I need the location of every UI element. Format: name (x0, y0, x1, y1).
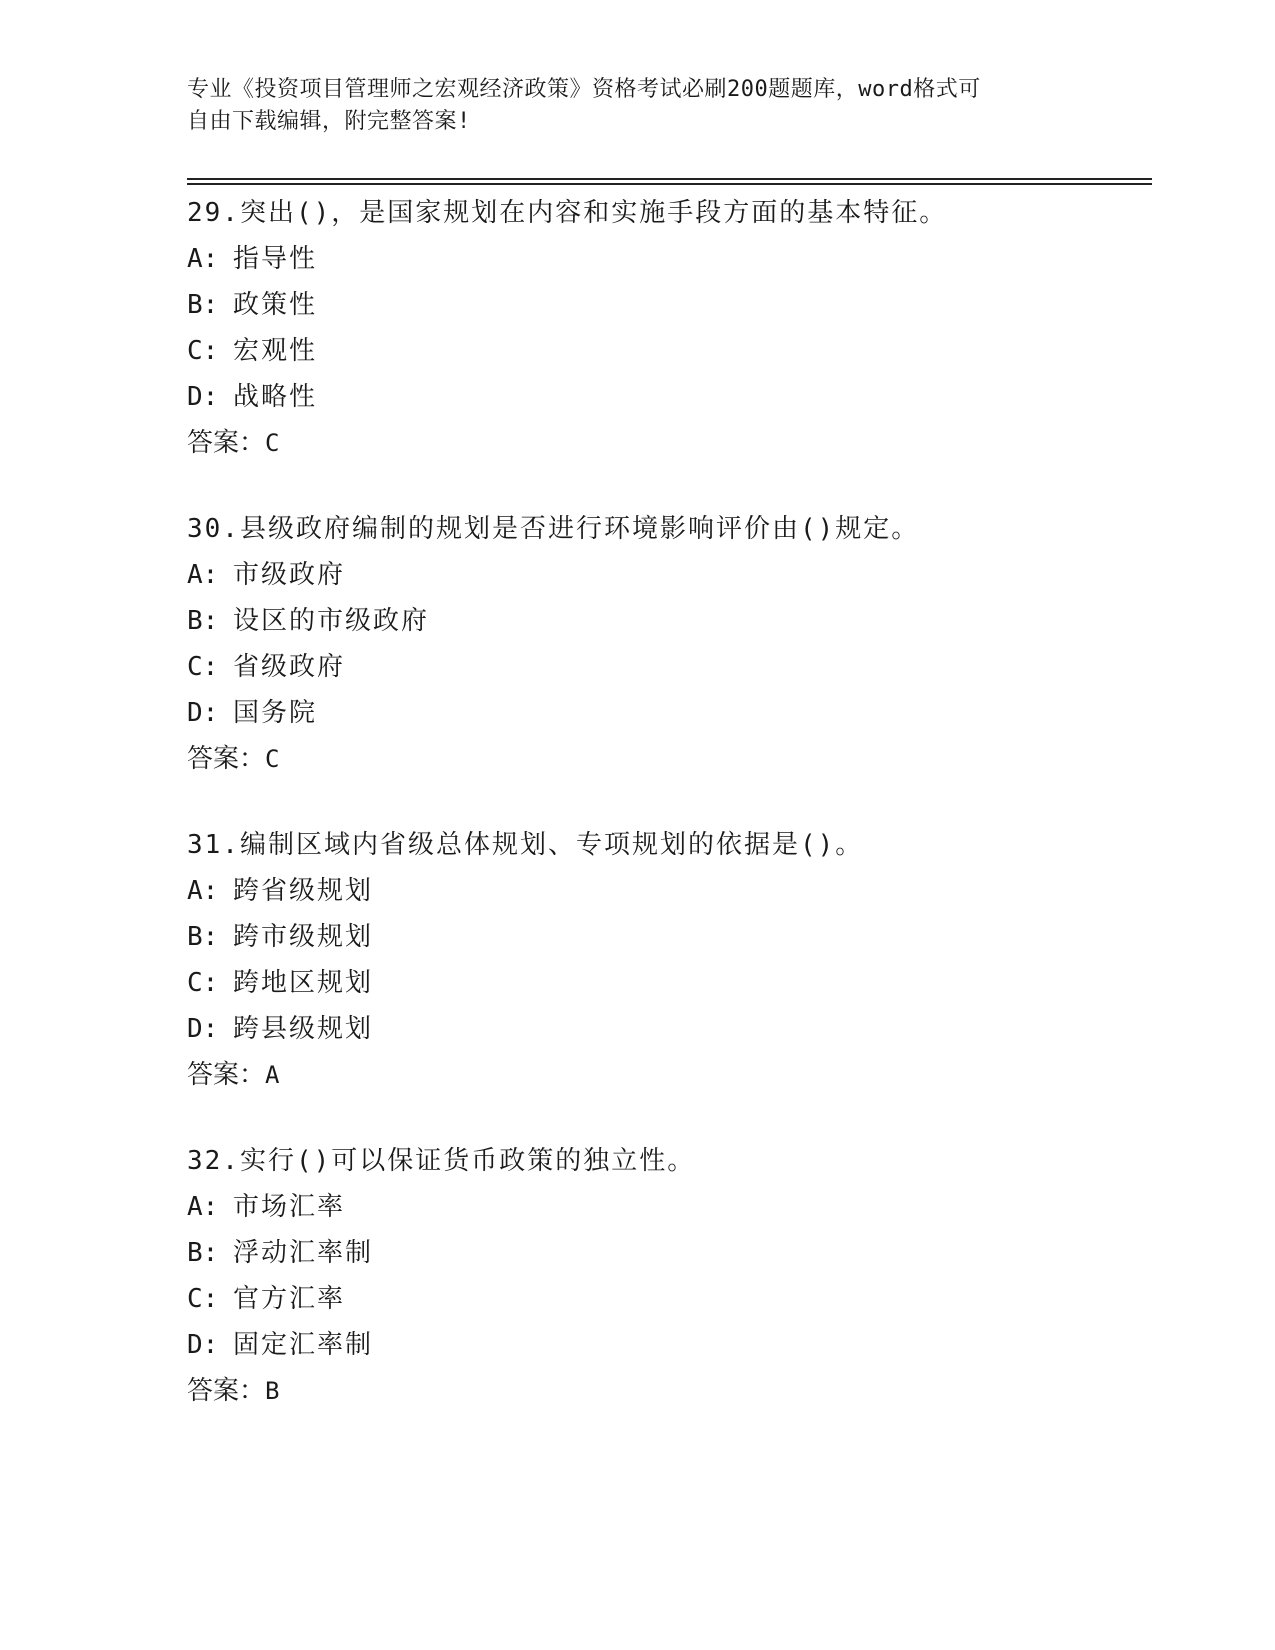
answer-label: 答案： (187, 1376, 266, 1406)
option-key: A: (187, 876, 219, 906)
option-key: C: (187, 968, 219, 998)
header-line-2: 自由下载编辑，附完整答案! (187, 109, 471, 134)
header-rule-bottom (187, 183, 1152, 185)
header-line-1: 专业《投资项目管理师之宏观经济政策》资格考试必刷200题题库，word格式可 (187, 77, 981, 102)
option-text: 国务院 (233, 698, 318, 728)
option-d (187, 690, 1147, 736)
question-30 (187, 506, 1147, 782)
option-a (187, 552, 1147, 598)
option-text: 指导性 (233, 244, 318, 274)
option-text: 宏观性 (233, 336, 318, 366)
option-key: D: (187, 382, 219, 412)
answer-label: 答案： (187, 428, 266, 458)
answer-value: A (265, 1061, 280, 1089)
option-key: C: (187, 652, 219, 682)
option-key: C: (187, 1284, 219, 1314)
option-c (187, 644, 1147, 690)
option-a (187, 1184, 1147, 1230)
option-key: A: (187, 560, 219, 590)
answer-value: B (265, 1377, 280, 1405)
option-d (187, 1322, 1147, 1368)
answer-line (187, 1368, 1147, 1414)
option-key: C: (187, 336, 219, 366)
option-text: 跨地区规划 (233, 968, 374, 998)
option-text: 跨省级规划 (233, 876, 374, 906)
question-stem: 32.实行()可以保证货币政策的独立性。 (187, 1146, 696, 1176)
option-d (187, 374, 1147, 420)
option-key: B: (187, 922, 219, 952)
option-text: 政策性 (233, 290, 318, 320)
option-text: 官方汇率 (233, 1284, 346, 1314)
option-b (187, 282, 1147, 328)
option-key: B: (187, 1238, 219, 1268)
question-31 (187, 822, 1147, 1098)
option-b (187, 1230, 1147, 1276)
option-key: B: (187, 606, 219, 636)
option-key: B: (187, 290, 219, 320)
option-key: A: (187, 1192, 219, 1222)
option-a (187, 868, 1147, 914)
option-text: 固定汇率制 (233, 1330, 374, 1360)
option-key: D: (187, 698, 219, 728)
option-key: A: (187, 244, 219, 274)
option-d (187, 1006, 1147, 1052)
option-key: D: (187, 1330, 219, 1360)
question-stem: 29.突出()，是国家规划在内容和实施手段方面的基本特征。 (187, 198, 948, 228)
question-stem: 31.编制区域内省级总体规划、专项规划的依据是()。 (187, 830, 864, 860)
answer-label: 答案： (187, 744, 266, 774)
option-b (187, 914, 1147, 960)
question-stem: 30.县级政府编制的规划是否进行环境影响评价由()规定。 (187, 514, 920, 544)
question-29 (187, 190, 1147, 466)
option-text: 省级政府 (233, 652, 346, 682)
answer-line (187, 736, 1147, 782)
option-text: 跨市级规划 (233, 922, 374, 952)
option-c (187, 960, 1147, 1006)
option-a (187, 236, 1147, 282)
option-c (187, 328, 1147, 374)
question-32 (187, 1138, 1147, 1414)
option-text: 跨县级规划 (233, 1014, 374, 1044)
answer-line (187, 1052, 1147, 1098)
header-rule-top (187, 178, 1152, 180)
option-text: 设区的市级政府 (233, 606, 430, 636)
option-text: 市场汇率 (233, 1192, 346, 1222)
option-b (187, 598, 1147, 644)
document-header (187, 74, 1087, 138)
answer-value: C (265, 745, 280, 773)
answer-line (187, 420, 1147, 466)
option-text: 市级政府 (233, 560, 346, 590)
answer-label: 答案： (187, 1060, 266, 1090)
option-text: 浮动汇率制 (233, 1238, 374, 1268)
option-c (187, 1276, 1147, 1322)
answer-value: C (265, 429, 280, 457)
option-key: D: (187, 1014, 219, 1044)
option-text: 战略性 (233, 382, 318, 412)
